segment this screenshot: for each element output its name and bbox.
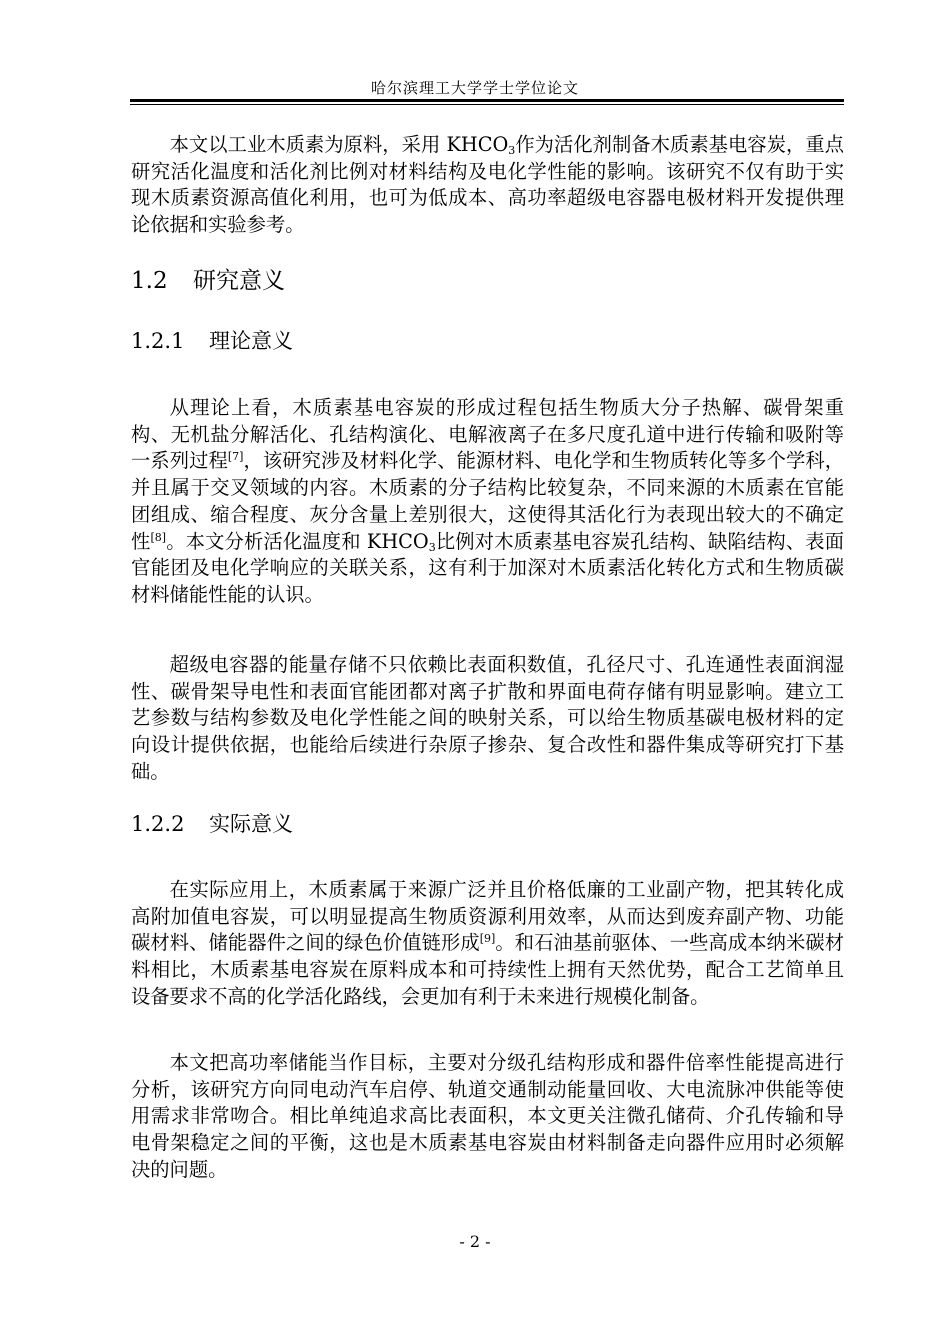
theory-p1-text-2: ，该研究涉及材料化学、能源材料、电化学和生物质转化等多个学科，并且属于交叉领域的内容。木质素的分子结构比较复杂，不同来源的木质素在官能团组成、缩合程度、灰分含量上差别很大，这使得其活化行为表现出较大的不确定性 <box>131 449 845 553</box>
citation-8: [8] <box>150 530 167 544</box>
header-rule-thick <box>130 99 844 102</box>
subsection-title: 实际意义 <box>209 812 293 836</box>
practical-p1-text-2: 。和石油基前驱体、一些高成本纳米碳材料相比，木质素基电容炭在原料成本和可持续性上拥有天然优势，配合工艺简单且设备要求不高的化学活化路线，会更加有利于未来进行规模化制备。 <box>131 931 844 1008</box>
section-heading-1-2 <box>131 262 285 295</box>
citation-9: [9] <box>479 932 496 946</box>
practical-p1-text-1: 在实际应用上，木质素属于来源广泛并且价格低廉的工业副产物，把其转化成高附加值电容炭，可以明显提高生物质资源利用效率，从而达到废弃副产物、功能碳材料、储能器件之间的绿色价值链形成 <box>131 878 844 955</box>
practical-paragraph-1 <box>131 877 844 1011</box>
intro-paragraph <box>131 132 844 239</box>
theory-paragraph-2: 超级电容器的能量存储不只依赖比表面积数值，孔径尺寸、孔连通性表面润湿性、碳骨架导电性和表面官能团都对离子扩散和界面电荷存储有明显影响。建立工艺参数与结构参数及电化学性能之间的映射关系，可以给生物质基碳电极材料的定向设计提供依据，也能给后续进行杂原子掺杂、复合改性和器件集成等研究打下基础。 <box>131 653 844 783</box>
header-title: 哈尔滨理工大学学士学位论文 <box>370 79 579 97</box>
subsection-number: 1.2.1 <box>131 329 185 353</box>
intro-text-2: 作为活化剂制备木质素基电容炭，重点研究活化温度和活化剂比例对材料结构及电化学性能的影响。该研究不仅有助于实现木质素资源高值化利用，也可为低成本、高功率超级电容器电极材料开发提供理论依据和实验参考。 <box>131 133 844 237</box>
intro-subscript: 3 <box>508 144 516 157</box>
theory-p1-text-3: 。本文分析活化温度和 KHCO <box>166 529 429 553</box>
subsection-number: 1.2.2 <box>131 812 185 836</box>
theory-p1-text-4: 比例对木质素基电容炭孔结构、缺陷结构、表面官能团及电化学响应的关联关系，这有利于加深对木质素活化转化方式和生物质碳材料储能性能的认识。 <box>131 529 844 606</box>
citation-7: [7] <box>227 450 244 464</box>
page-number: - 2 - <box>459 1232 491 1251</box>
section-title: 研究意义 <box>193 268 285 294</box>
section-number: 1.2 <box>131 268 168 294</box>
theory-p1-subscript: 3 <box>428 540 436 554</box>
section-heading-1-2-1 <box>131 325 293 355</box>
section-heading-1-2-2 <box>131 808 293 838</box>
intro-text-1: 本文以工业木质素为原料，采用 KHCO <box>169 133 509 156</box>
theory-paragraph-1 <box>131 395 844 609</box>
theory-p1-text-1: 从理论上看，木质素基电容炭的形成过程包括生物质大分子热解、碳骨架重构、无机盐分解活化、孔结构演化、电解液离子在多尺度孔道中进行传输和吸附等一系列过程 <box>131 396 844 473</box>
practical-paragraph-2: 本文把高功率储能当作目标，主要对分级孔结构形成和器件倍率性能提高进行分析，该研究方向同电动汽车启停、轨道交通制动能量回收、大电流脉冲供能等使用需求非常吻合。相比单纯追求高比表面积，本文更关注微孔储荷、介孔传输和导电骨架稳定之间的平衡，这也是木质素基电容炭由材料制备走向器件应用时必须解决的问题。 <box>131 1051 844 1181</box>
header-rule-thin <box>130 104 844 105</box>
subsection-title: 理论意义 <box>209 329 293 353</box>
